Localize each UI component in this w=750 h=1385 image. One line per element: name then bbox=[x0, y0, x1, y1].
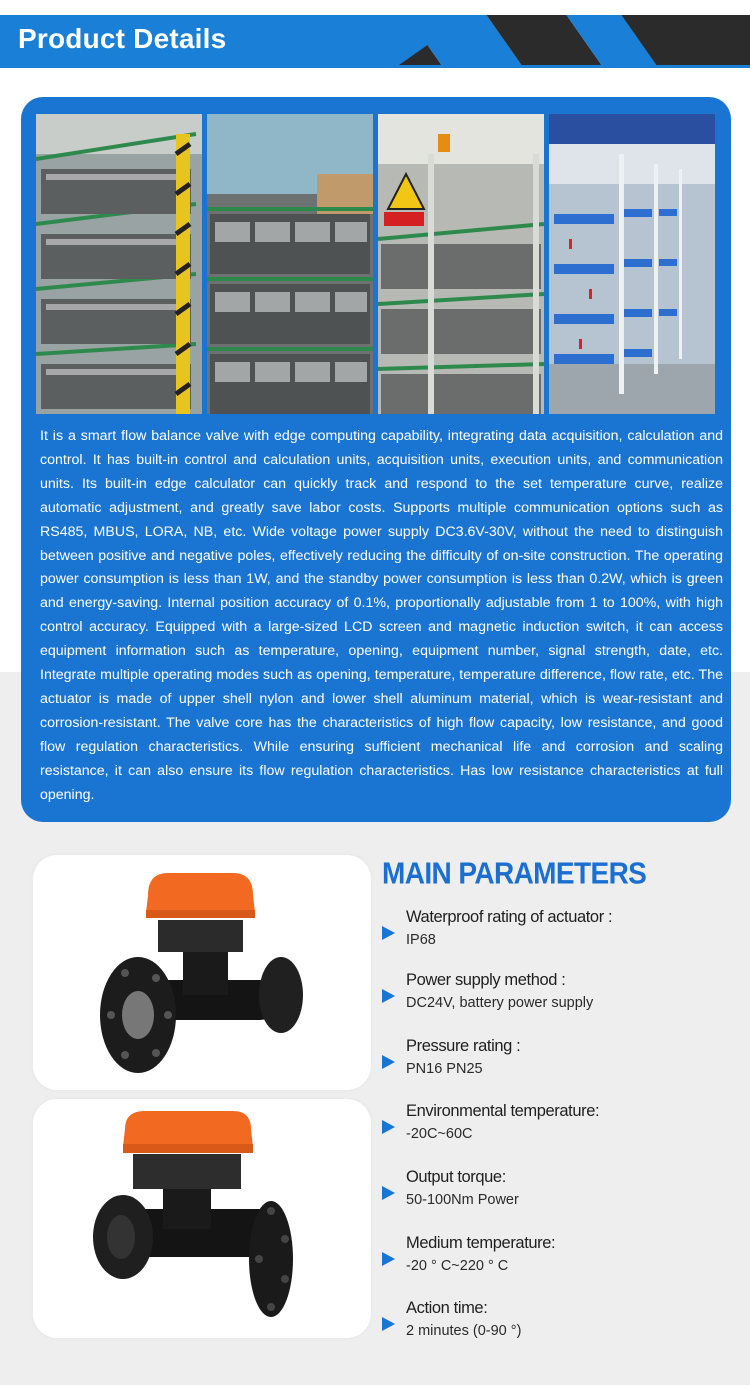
param-label: Power supply method : bbox=[406, 971, 566, 989]
factory-photo-1 bbox=[36, 114, 203, 414]
product-image-card-1 bbox=[33, 855, 371, 1090]
param-label: Output torque: bbox=[406, 1168, 506, 1186]
param-value: 2 minutes (0-90 °) bbox=[406, 1323, 522, 1339]
param-label: Waterproof rating of actuator : bbox=[406, 908, 613, 926]
play-arrow-icon bbox=[382, 1186, 395, 1200]
play-arrow-icon bbox=[382, 1120, 395, 1134]
param-label: Environmental temperature: bbox=[406, 1102, 600, 1120]
product-image-card-2 bbox=[33, 1099, 371, 1338]
play-arrow-icon bbox=[382, 1055, 395, 1069]
param-value: DC24V, battery power supply bbox=[406, 995, 594, 1011]
description-panel bbox=[21, 97, 731, 822]
factory-photo-3 bbox=[378, 114, 545, 414]
play-arrow-icon bbox=[382, 926, 395, 940]
play-arrow-icon bbox=[382, 989, 395, 1003]
page-title: Product Details bbox=[18, 23, 227, 54]
play-arrow-icon bbox=[382, 1252, 395, 1266]
main-parameters bbox=[382, 856, 742, 1339]
param-value: IP68 bbox=[406, 932, 436, 948]
parameters-heading: MAIN PARAMETERS bbox=[382, 856, 647, 891]
param-value: -20C~60C bbox=[406, 1126, 473, 1142]
factory-photo-4 bbox=[549, 114, 716, 414]
play-arrow-icon bbox=[382, 1317, 395, 1331]
valve-product-image-2 bbox=[33, 1099, 371, 1338]
param-label: Pressure rating : bbox=[406, 1037, 521, 1055]
param-value: -20 ° C~220 ° C bbox=[406, 1258, 509, 1274]
param-value: PN16 PN25 bbox=[406, 1061, 483, 1077]
param-label: Action time: bbox=[406, 1299, 488, 1317]
valve-product-image-1 bbox=[33, 855, 371, 1090]
section-header bbox=[0, 15, 750, 68]
factory-photo-strip bbox=[36, 114, 716, 414]
factory-photo-2 bbox=[207, 114, 374, 414]
param-label: Medium temperature: bbox=[406, 1234, 556, 1252]
param-value: 50-100Nm Power bbox=[406, 1192, 519, 1208]
product-description: It is a smart flow balance valve with edge computing capability, integrating data acquisition, calculation and control. It has built-in control and calculation units, acquisition units, execution units, and communication units. Its built-in edge calculator can quickly track and respond to the set temperature curve, realize automatic adjustment, and greatly save labor costs. Supports multiple communication options such as RS485, MBUS, LORA, NB, etc. Wide voltage power supply DC3.6V-30V, without the need to distinguish between positive and negative poles, effectively reducing the difficulty of on-site construction. The operating power consumption is less than 1W, and the standby power consumption is less than 0.2W, which is green and energy-saving. Internal position accuracy of 0.1%, proportionally adjustable from 1 to 100%, with high control accuracy. Equipped with a large-sized LCD screen and magnetic induction switch, it can access equipment information such as temperature, opening, equipment number, signal strength, date, etc. Integrate multiple operating modes such as opening, temperature, temperature difference, flow rate, etc. The actuator is made of upper shell nylon and lower shell aluminum material, which is wear-resistant and corrosion-resistant. The valve core has the characteristics of high flow capacity, low resistance, and good flow regulation characteristics. While ensuring sufficient mechanical life and corrosion and scaling resistance, it can also ensure its flow regulation characteristics. Has low resistance characteristics at full opening. bbox=[40, 428, 723, 803]
